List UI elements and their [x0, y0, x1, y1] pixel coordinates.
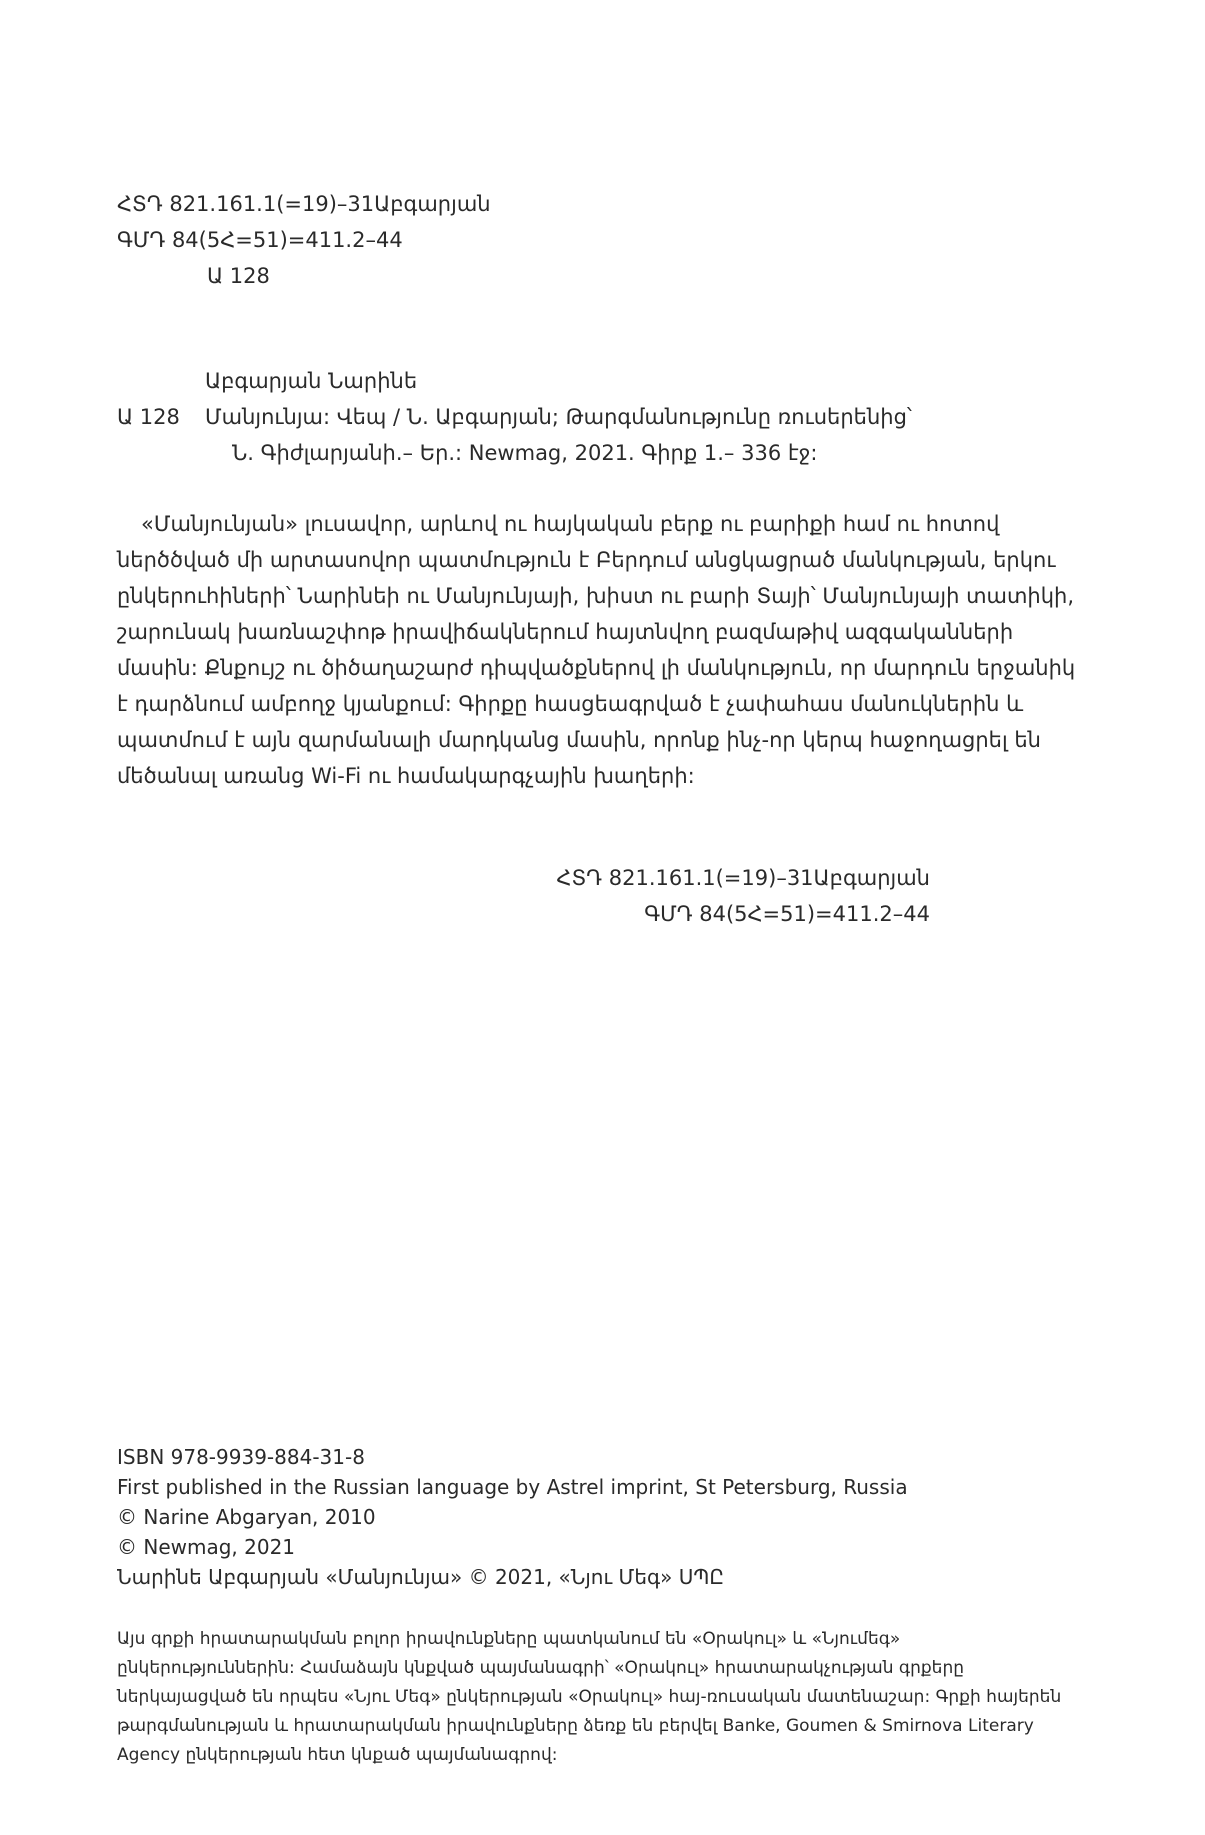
rights-line: Agency ընկերության հետ կնքած պայմանագրով:	[117, 1745, 558, 1765]
catalog-card-block	[117, 363, 912, 471]
isbn-copyright-block	[117, 1442, 908, 1592]
copyright-armenian-line: Նարինե Աբգարյան «Մանյունյա» © 2021, «Նյու Մեգ» ՍՊԸ	[117, 1565, 725, 1589]
annotation-line: ներծծված մի արտասովոր պատմություն է Բերդում անցկացրած մանկության, երկու	[117, 548, 1056, 572]
isbn-line: ISBN 978-9939-884-31-8	[117, 1445, 365, 1469]
annotation-line: պատմում է այն զարմանալի մարդկանց մասին, որոնք ինչ-որ կերպ հաջողացրել են	[117, 728, 1041, 752]
author-mark-line: Ա 128	[207, 264, 270, 288]
annotation-line: մասին: Քնքույշ ու ծիծաղաշարժ դիպվածքներով լի մանկություն, որ մարդուն երջանիկ	[117, 656, 1076, 680]
rights-line: ներկայացված են որպես «Նյու Մեգ» ընկերության «Օրակուլ» հայ-ռուսական մատենաշար: Գրքի հայերեն	[117, 1687, 1062, 1707]
udc-code-line: ՀՏԴ 821.161.1(=19)–31Աբգարյան	[117, 192, 491, 216]
annotation-line: ընկերուհիների՝ Նարինեի ու Մանյունյայի, խիստ ու բարի Տայի՝ Մանյունյայի տատիկի,	[117, 584, 1075, 608]
catalog-author: Աբգարյան Նարինե	[205, 369, 418, 393]
udc-top-block	[117, 186, 491, 294]
catalog-continuation: Ն. Գիժլարյանի.– Եր.: Newmag, 2021. Գիրք 1.– 336 էջ:	[232, 441, 818, 465]
annotation-line: է դարձնում ամբողջ կյանքում: Գիրքը հասցեագրված է չափահաս մանուկներին և	[117, 692, 1024, 716]
rights-line: թարգմանության և հրատարակման իրավունքները ձեռք են բերվել Banke, Goumen & Smirnova Literary	[117, 1716, 1034, 1736]
udc-bottom-block	[117, 860, 930, 932]
catalog-entry-row	[117, 399, 912, 435]
annotation-line: մեծանալ առանց Wi-Fi ու համակարգչային խաղերի:	[117, 764, 695, 788]
copyright-author-line: © Narine Abgaryan, 2010	[117, 1505, 376, 1529]
annotation-line: շարունակ խառնաշփոթ իրավիճակներում հայտնվող բազմաթիվ ազգականների	[117, 620, 1014, 644]
catalog-title-line: Մանյունյա: Վեպ / Ն. Աբգարյան; Թարգմանությունը ռուսերենից՝	[205, 405, 912, 429]
udc-code-line-bottom: ՀՏԴ 821.161.1(=19)–31Աբգարյան	[556, 866, 930, 890]
annotation-line: «Մանյունյան» լուսավոր, արևով ու հայկական բերք ու բարիքի համ ու հոտով	[141, 512, 1000, 536]
copyright-publisher-line: © Newmag, 2021	[117, 1535, 296, 1559]
rights-line: Այս գրքի հրատարակման բոլոր իրավունքները պատկանում են «Օրակուլ» և «Նյումեգ»	[117, 1629, 901, 1649]
catalog-code: Ա 128	[117, 405, 180, 429]
bbk-code-line: ԳՄԴ 84(5Հ=51)=411.2–44	[117, 228, 403, 252]
rights-paragraph	[117, 1625, 1062, 1770]
bbk-code-line-bottom: ԳՄԴ 84(5Հ=51)=411.2–44	[644, 902, 930, 926]
rights-line: ընկերություններին: Համաձայն կնքված պայմանագրի՝ «Օրակուլ» հրատարակչության գրքերը	[117, 1658, 964, 1678]
annotation-paragraph	[117, 506, 1076, 794]
first-published-line: First published in the Russian language by Astrel imprint, St Petersburg, Russia	[117, 1475, 908, 1499]
